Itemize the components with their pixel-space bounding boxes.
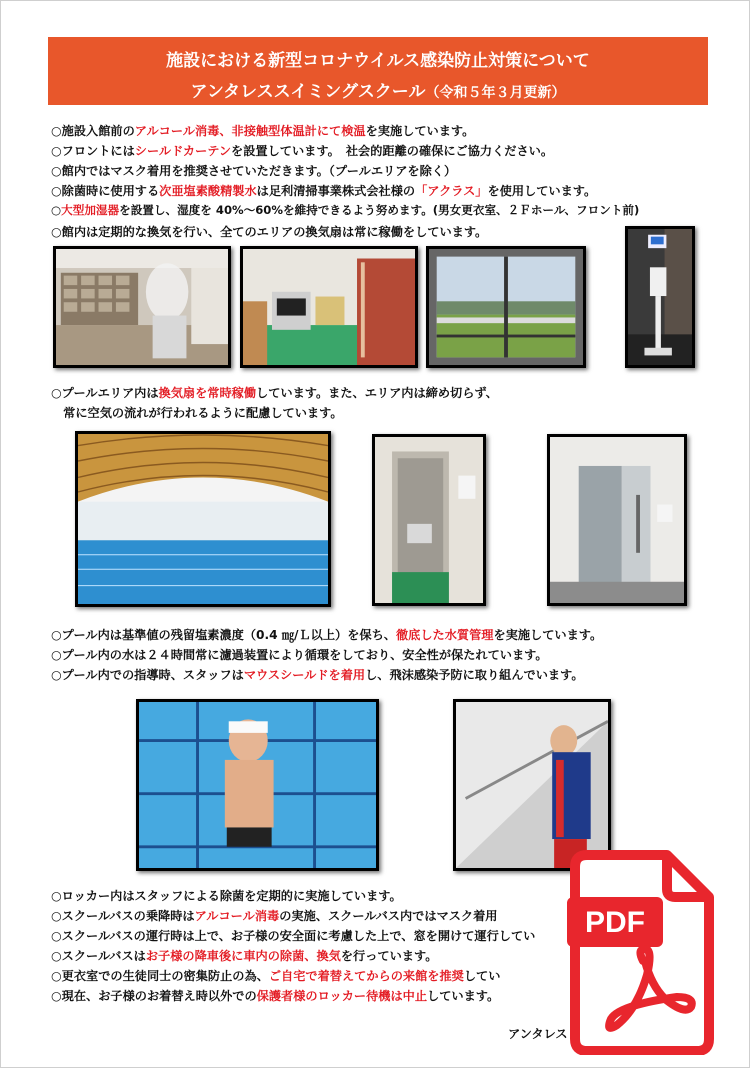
notice-line: ○フロントにはシールドカーテンを設置しています。 社会的距離の確保にご協力ください。: [51, 144, 554, 158]
page-title: 施設における新型コロナウイルス感染防止対策について: [166, 51, 590, 71]
notice-line: ○更衣室での生徒同士の密集防止の為、ご自宅で着替えてからの来館を推奨してい: [51, 969, 501, 983]
pdf-label: PDF: [585, 906, 645, 939]
notice-line: 常に空気の流れが行われるように配慮しています。: [51, 406, 343, 420]
update-note: （令和５年３月更新）: [425, 85, 566, 101]
school-name: アンタレススイミングスクール: [190, 82, 426, 102]
notice-line: ○ロッカー内はスタッフによる除菌を定期的に実施しています。: [51, 889, 402, 903]
sanitizer-stand-photo: [625, 226, 695, 368]
staff-disinfecting-photo: [453, 699, 611, 871]
open-window-photo: [426, 246, 586, 368]
notice-line: ○施設入館前のアルコール消毒、非接触型体温計にて検温を実施しています。: [51, 124, 475, 138]
notice-line: ○スクールバスの運行時は上で、お子様の安全面に考慮した上で、窓を開けて運行してい: [51, 929, 536, 943]
notice-line: ○館内は定期的な換気を行い、全てのエリアの換気扇は常に稼働をしています。: [51, 225, 488, 239]
notice-line: ○館内ではマスク着用を推奨させていただきます。（プールエリアを除く）: [51, 164, 457, 178]
pdf-file-icon[interactable]: [567, 849, 715, 1055]
notice-line: ○プールエリア内は換気扇を常時稼働しています。また、エリア内は締め切らず、: [51, 386, 498, 400]
front-desk-photo: [240, 246, 418, 368]
instructor-in-pool-photo: [136, 699, 379, 871]
page-subtitle: [48, 77, 708, 102]
page-title-banner: [48, 37, 708, 105]
notice-line: ○スクールバスはお子様の降車後に車内の除菌、換気を行っています。: [51, 949, 438, 963]
notice-line: ○スクールバスの乗降時はアルコール消毒の実施、スクールバス内ではマスク着用: [51, 909, 498, 923]
notice-line: ○プール内の水は２４時間常に濾過装置により循環をしており、安全性が保たれています。: [51, 648, 548, 662]
signature: アンタレス: [508, 1027, 568, 1041]
pool-hall-photo: [75, 431, 331, 607]
notice-line: ○除菌時に使用する次亜塩素酸精製水は足利清掃事業株式会社様の「アクラス」を使用しています。: [51, 184, 597, 198]
notice-line: ○現在、お子様のお着替え時以外での保護者様のロッカー待機は中止しています。: [51, 989, 500, 1003]
doorway-photo: [372, 434, 486, 606]
notice-line: ○プール内での指導時、スタッフはマウスシールドを着用し、飛沫感染予防に取り組んでいます。: [51, 668, 584, 682]
notice-line: ○大型加湿器を設置し、湿度を 40%～60%を維持できるよう努めます。(男女更衣室、２Ｆホール、フロント前): [51, 203, 640, 217]
notice-line: ○プール内は基準値の残留塩素濃度（0.4 ㎎/Ｌ以上）を保ち、徹底した水質管理を実施しています。: [51, 628, 603, 642]
humidifier-photo: [53, 246, 231, 368]
glass-door-photo: [547, 434, 687, 606]
